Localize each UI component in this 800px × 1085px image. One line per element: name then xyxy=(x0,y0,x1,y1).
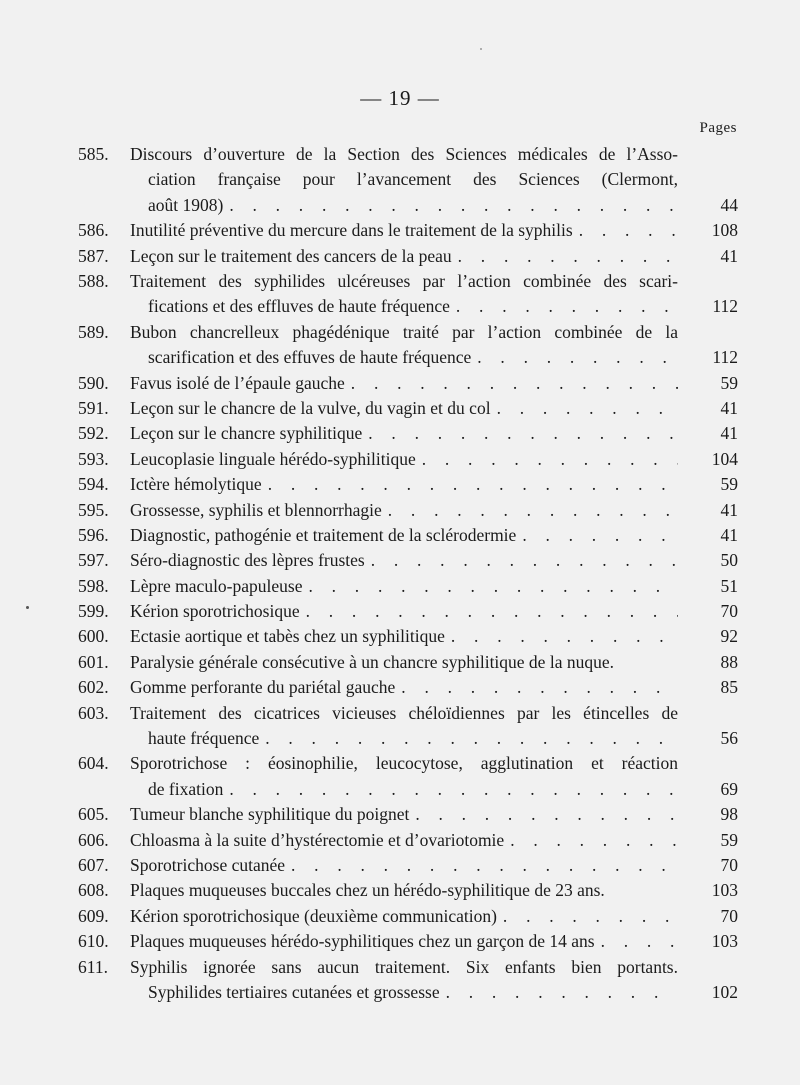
entry-page-number: 104 xyxy=(711,448,738,469)
dot-leader xyxy=(409,802,678,827)
entry-page-number: 70 xyxy=(720,905,738,926)
entry-number: 601. xyxy=(78,651,109,672)
entry-title xyxy=(130,371,678,396)
index-entry xyxy=(0,269,800,320)
dot-leader xyxy=(471,345,678,370)
dot-leader xyxy=(362,421,678,446)
entry-title-line: Diagnostic, pathogénie et traitement de la sclérodermie xyxy=(130,524,517,545)
dot-leader xyxy=(416,447,678,472)
entry-number: 587. xyxy=(78,245,109,266)
entry-number: 593. xyxy=(78,448,109,469)
index-entry xyxy=(0,523,800,548)
index-entry xyxy=(0,650,800,675)
entry-title-line: Leçon sur le chancre de la vulve, du vagin et du col xyxy=(130,397,491,418)
entry-title-line: ciation française pour l’avancement des Sciences (Clermont, xyxy=(148,169,678,190)
index-entry xyxy=(0,802,800,827)
entry-title-line: Traitement des cicatrices vicieuses chéloïdiennes par les étincelles de xyxy=(130,702,678,723)
entry-title xyxy=(130,878,678,903)
dot-leader xyxy=(303,574,679,599)
index-entry xyxy=(0,447,800,472)
entry-number: 594. xyxy=(78,474,109,495)
index-entry xyxy=(0,904,800,929)
dot-leader xyxy=(491,396,678,421)
entry-title xyxy=(130,650,678,675)
index-entry xyxy=(0,955,800,1006)
entry-page-number: 41 xyxy=(720,397,738,418)
entry-title-line: Séro-diagnostic des lèpres frustes xyxy=(130,550,365,571)
index-entry xyxy=(0,396,800,421)
entry-title xyxy=(130,853,678,878)
index-entry xyxy=(0,701,800,752)
entry-page-number: 88 xyxy=(720,651,738,672)
dot-leader xyxy=(300,599,678,624)
entry-number: 611. xyxy=(78,956,108,977)
dot-leader xyxy=(573,218,678,243)
index-entry xyxy=(0,624,800,649)
entry-page-number: 41 xyxy=(720,245,738,266)
entry-title xyxy=(130,472,678,497)
entry-page-number: 59 xyxy=(720,474,738,495)
entry-title-line: Ectasie aortique et tabès chez un syphilitique xyxy=(130,626,445,647)
index-entry xyxy=(0,320,800,371)
dot-leader xyxy=(595,929,678,954)
entry-title xyxy=(130,447,678,472)
entry-title-line: Kérion sporotrichosique (deuxième communication) xyxy=(130,905,497,926)
entry-title xyxy=(130,498,678,523)
entry-page-number: 108 xyxy=(711,220,738,241)
entry-number: 592. xyxy=(78,423,109,444)
entry-title-line: Chloasma à la suite d’hystérectomie et d’ovariotomie xyxy=(130,829,505,850)
entry-number: 599. xyxy=(78,601,109,622)
entry-page-number: 50 xyxy=(720,550,738,571)
index-entry-list xyxy=(0,142,800,1005)
entry-number: 588. xyxy=(78,270,109,291)
ink-speck xyxy=(480,48,482,50)
dot-leader xyxy=(450,294,678,319)
entry-title-line: Discours d’ouverture de la Section des Sciences médicales de l’Asso- xyxy=(130,144,678,164)
entry-page-number: 98 xyxy=(720,804,738,825)
entry-title-line: scarification et des effuves de haute fréquence xyxy=(148,347,472,368)
entry-title-line: Sporotrichose : éosinophilie, leucocytose, agglutination et réaction xyxy=(130,753,678,774)
entry-title xyxy=(130,548,678,573)
entry-title xyxy=(130,574,678,599)
index-entry xyxy=(0,548,800,573)
dot-leader xyxy=(262,472,678,497)
entry-page-number: 112 xyxy=(712,296,738,317)
entry-number: 589. xyxy=(78,321,109,342)
entry-page-number: 41 xyxy=(720,423,738,444)
entry-page-number: 70 xyxy=(720,601,738,622)
entry-title-line: Bubon chancrelleux phagédénique traité par l’action combinée de la xyxy=(130,321,678,342)
entry-title xyxy=(130,599,678,624)
dot-leader xyxy=(223,777,678,802)
dot-leader xyxy=(285,853,678,878)
index-entry xyxy=(0,498,800,523)
index-entry xyxy=(0,371,800,396)
entry-title xyxy=(130,396,678,421)
entry-number: 604. xyxy=(78,753,109,774)
dot-leader xyxy=(365,548,678,573)
entry-title-line: Traitement des syphilides ulcéreuses par l’action combinée des scari- xyxy=(130,270,678,291)
entry-page-number: 59 xyxy=(720,372,738,393)
dot-leader xyxy=(497,904,678,929)
index-entry xyxy=(0,142,800,218)
index-entry xyxy=(0,929,800,954)
entry-title-line: Plaques muqueuses buccales chez un hérédo-syphilitique de 23 ans. xyxy=(130,880,605,901)
entry-title-line: Favus isolé de l’épaule gauche xyxy=(130,372,345,393)
index-entry xyxy=(0,853,800,878)
index-entry xyxy=(0,828,800,853)
dot-leader xyxy=(345,371,678,396)
entry-page-number: 41 xyxy=(720,524,738,545)
entry-number: 603. xyxy=(78,702,109,723)
entry-title xyxy=(130,320,678,371)
dot-leader xyxy=(382,498,678,523)
entry-title-line: Sporotrichose cutanée xyxy=(130,855,286,876)
index-entry xyxy=(0,675,800,700)
entry-number: 609. xyxy=(78,905,109,926)
index-entry xyxy=(0,574,800,599)
entry-page-number: 70 xyxy=(720,855,738,875)
entry-page-number: 59 xyxy=(720,829,738,850)
entry-page-number: 103 xyxy=(711,880,738,901)
entry-number: 610. xyxy=(78,931,109,952)
entry-title xyxy=(130,828,678,853)
entry-title-line: Plaques muqueuses hérédo-syphilitiques chez un garçon de 14 ans xyxy=(130,931,595,952)
entry-number: 590. xyxy=(78,372,109,393)
index-entry xyxy=(0,878,800,903)
entry-page-number: 85 xyxy=(720,677,738,698)
entry-page-number: 44 xyxy=(720,194,738,215)
entry-title-line: Kérion sporotrichosique xyxy=(130,601,300,622)
index-entry xyxy=(0,421,800,446)
entry-title-line: Syphilides tertiaires cutanées et grossesse xyxy=(148,981,440,1002)
dot-leader xyxy=(259,726,678,751)
entry-title xyxy=(130,751,678,802)
entry-title xyxy=(130,904,678,929)
entry-title-line: Gomme perforante du pariétal gauche xyxy=(130,677,396,698)
entry-page-number: 56 xyxy=(720,728,738,749)
index-entry xyxy=(0,599,800,624)
entry-title-line: Leçon sur le traitement des cancers de la peau xyxy=(130,245,452,266)
entry-page-number: 69 xyxy=(720,778,738,799)
entry-title xyxy=(130,675,678,700)
entry-title xyxy=(130,802,678,827)
entry-title xyxy=(130,269,678,320)
entry-number: 595. xyxy=(78,499,109,520)
entry-page-number: 112 xyxy=(712,347,738,368)
entry-title-line: Syphilis ignorée sans aucun traitement. Six enfants bien portants. xyxy=(130,956,678,977)
entry-title-line: Inutilité préventive du mercure dans le traitement de la syphilis xyxy=(130,220,573,241)
entry-title-line: Paralysie générale consécutive à un chancre syphilitique de la nuque. xyxy=(130,651,614,672)
entry-title xyxy=(130,955,678,1006)
entry-title xyxy=(130,624,678,649)
entry-number: 591. xyxy=(78,397,109,418)
entry-title-line: Lèpre maculo-papuleuse xyxy=(130,575,303,596)
index-entry xyxy=(0,472,800,497)
dot-leader xyxy=(504,828,678,853)
entry-title-line: Ictère hémolytique xyxy=(130,474,262,495)
entry-page-number: 102 xyxy=(711,981,738,1002)
entry-title xyxy=(130,218,678,243)
entry-title xyxy=(130,421,678,446)
entry-title xyxy=(130,701,678,752)
entry-title-line: haute fréquence xyxy=(148,728,260,749)
index-entry xyxy=(0,244,800,269)
entry-title-line: fications et des effluves de haute fréquence xyxy=(148,296,450,317)
dot-leader xyxy=(516,523,678,548)
entry-number: 607. xyxy=(78,855,109,876)
entry-number: 602. xyxy=(78,677,109,698)
index-entry xyxy=(0,751,800,802)
dot-leader xyxy=(445,624,678,649)
pages-column-label: Pages xyxy=(699,120,737,136)
dot-leader xyxy=(223,193,678,218)
dot-leader xyxy=(395,675,678,700)
entry-title-line: de fixation xyxy=(148,778,224,799)
entry-number: 586. xyxy=(78,220,109,241)
dot-leader xyxy=(452,244,678,269)
page-number: — 19 — xyxy=(360,86,440,110)
dot-leader xyxy=(440,980,678,1005)
entry-title-line: Leçon sur le chancre syphilitique xyxy=(130,423,363,444)
entry-page-number: 41 xyxy=(720,499,738,520)
entry-number: 605. xyxy=(78,804,109,825)
entry-number: 597. xyxy=(78,550,109,571)
entry-page-number: 51 xyxy=(720,575,738,596)
entry-title xyxy=(130,523,678,548)
entry-title-line: août 1908) xyxy=(148,194,224,215)
entry-title xyxy=(130,929,678,954)
index-entry xyxy=(0,218,800,243)
entry-page-number: 92 xyxy=(720,626,738,647)
entry-title xyxy=(130,142,678,218)
entry-number: 608. xyxy=(78,880,109,901)
entry-title xyxy=(130,244,678,269)
entry-number: 596. xyxy=(78,524,109,545)
entry-page-number: 103 xyxy=(711,931,738,952)
entry-number: 598. xyxy=(78,575,109,596)
entry-number: 606. xyxy=(78,829,109,850)
entry-title-line: Grossesse, syphilis et blennorrhagie xyxy=(130,499,382,520)
entry-number: 600. xyxy=(78,626,109,647)
entry-number: 585. xyxy=(78,144,109,164)
entry-title-line: Tumeur blanche syphilitique du poignet xyxy=(130,804,410,825)
entry-title-line: Leucoplasie linguale hérédo-syphilitique xyxy=(130,448,416,469)
